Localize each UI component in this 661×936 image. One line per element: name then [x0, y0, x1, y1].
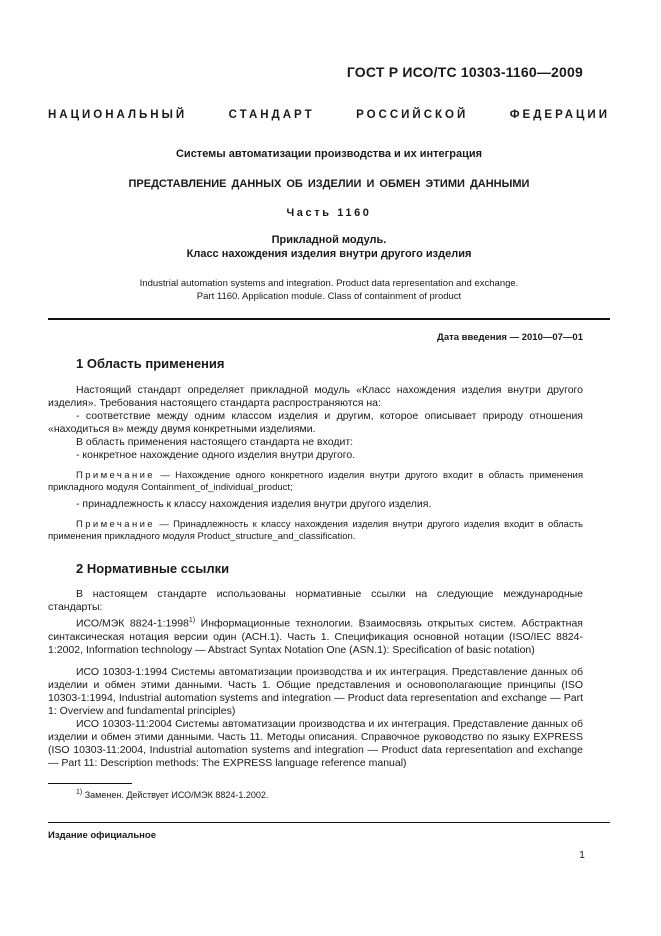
introduction-date: Дата введения — 2010—07—01	[437, 332, 583, 343]
footnote-divider	[48, 783, 132, 784]
series-title: Системы автоматизации производства и их интеграция	[175, 148, 483, 160]
document-number: ГОСТ Р ИСО/ТС 10303-1160—2009	[346, 64, 583, 80]
footer-divider	[48, 822, 610, 823]
english-title-line2: Part 1160. Application module. Class of containment of product	[196, 291, 462, 302]
main-title: ПРЕДСТАВЛЕНИЕ ДАННЫХ ОБ ИЗДЕЛИИ И ОБМЕН ЭТИМИ ДАННЫМИ	[128, 178, 530, 190]
note-label: Примечание	[76, 470, 155, 481]
section1-paragraph1: Настоящий стандарт определяет прикладной модуль «Класс нахождения изделия внутри другого изделия». Требования настоящего стандарта распространяются на:	[48, 384, 583, 409]
reference-1-text: Информационные технологии. Взаимосвязь открытых систем. Абстрактная синтаксическая нотация версии один (АСН.1). Часть 1. Спецификация основной нотации (ISO/IEC 8824-1:2002, Information technology — Abstract Syntax Notation One (ASN.1): Specification of basic notation)	[48, 617, 583, 656]
note-2	[48, 519, 583, 543]
footnote-marker: 1)	[188, 617, 196, 624]
reference-1-code: ИСО/МЭК 8824-1:1998	[76, 617, 189, 630]
section1-paragraph2: В область применения настоящего стандарта не входит:	[76, 436, 354, 448]
english-title-line1: Industrial automation systems and integration. Product data representation and exchange.	[139, 278, 519, 289]
part-number: Часть 1160	[286, 207, 372, 219]
footnote-text: Заменен. Действует ИСО/МЭК 8824-1.2002.	[82, 790, 269, 800]
national-word-3: РОССИЙСКОЙ	[356, 109, 469, 121]
page-number: 1	[579, 849, 585, 861]
reference-3: ИСО 10303-11:2004 Системы автоматизации производства и их интеграция. Представление данных об изделии и обмен этими данными. Часть 11. Методы описания. Справочное руководство по языку EXPRESS (ISO 10303-11:2004, Industrial automation systems and integration — Product data representation and exchange — Part 11: Description methods: The EXPRESS language reference manual)	[48, 718, 583, 769]
national-word-2: СТАНДАРТ	[228, 109, 315, 121]
footnote	[76, 789, 268, 800]
section1-item2: - конкретное нахождение одного изделия внутри другого.	[76, 449, 356, 461]
section2-heading: 2 Нормативные ссылки	[76, 561, 230, 576]
note-1	[48, 470, 583, 494]
note-1-text: — Нахождение одного конкретного изделия внутри другого входит в область применения прикладного модуля Containment_of_individual_product;	[48, 470, 583, 493]
reference-1	[48, 614, 583, 657]
section1-item1: - соответствие между одним классом изделия и другим, которое описывает природу отношения «находиться в» между двумя конкретными изделиями.	[48, 410, 583, 435]
title-divider	[48, 318, 610, 320]
section1-item3: - принадлежность к классу нахождения изделия внутри другого изделия.	[76, 498, 432, 510]
section1-heading: 1 Область применения	[76, 356, 225, 371]
footnote-mark: 1)	[76, 789, 83, 796]
reference-2: ИСО 10303-1:1994 Системы автоматизации производства и их интеграция. Представление данных об изделии и обмен этими данными. Часть 1. Общие представления и основополагающие принципы (ISO 10303-1:1994, Industrial automation systems and integration — Product data representation and exchange — Part 1: Overview and fundamental principles)	[48, 666, 583, 717]
module-title-line2: Класс нахождения изделия внутри другого изделия	[186, 248, 472, 260]
note-2-text: — Принадлежность к классу нахождения изделия внутри другого изделия входит в область применения прикладного модуля Product_structure_and_classification.	[48, 519, 583, 542]
section2-paragraph1: В настоящем стандарте использованы нормативные ссылки на следующие международные стандарты:	[48, 588, 583, 613]
module-title-line1: Прикладной модуль.	[271, 234, 387, 246]
note-label: Примечание	[76, 519, 155, 530]
national-word-4: ФЕДЕРАЦИИ	[509, 109, 610, 121]
official-edition-label: Издание официальное	[48, 830, 156, 841]
national-standard-heading	[48, 109, 610, 121]
national-word-1: НАЦИОНАЛЬНЫЙ	[48, 109, 188, 121]
